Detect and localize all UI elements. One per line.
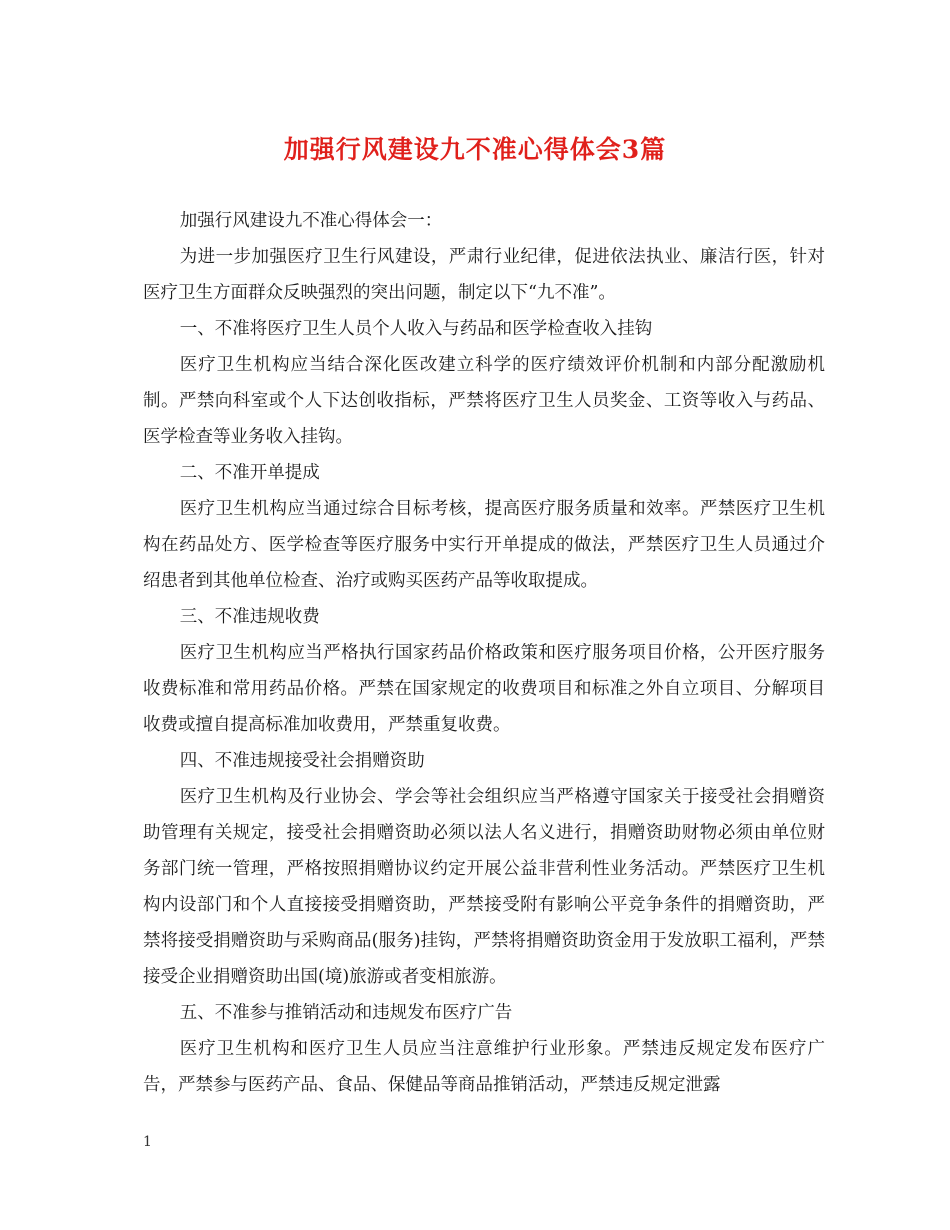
rule-heading-1: 一、不准将医疗卫生人员个人收入与药品和医学检查收入挂钩: [179, 319, 653, 339]
rule-body-3: 医疗卫生机构应当严格执行国家药品价格政策和医疗服务项目价格，公开医疗服务收费标准和常用药品价格。严禁在国家规定的收费项目和标准之外自立项目、分解项目收费或擅自提高标准加收费用，严禁重复收费。: [143, 643, 825, 735]
rule-heading-3: 三、不准违规收费: [179, 607, 320, 627]
intro-paragraph: 为进一步加强医疗卫生行风建设，严肃行业纪律，促进依法执业、廉洁行医，针对医疗卫生方面群众反映强烈的突出问题，制定以下“九不准”。: [143, 247, 825, 303]
document-title: 加强行风建设九不准心得体会3篇: [283, 135, 667, 164]
page-number: 1: [143, 1134, 152, 1150]
rule-heading-5: 五、不准参与推销活动和违规发布医疗广告: [179, 1003, 513, 1023]
rule-heading-4: 四、不准违规接受社会捐赠资助: [179, 751, 425, 771]
rule-body-2: 医疗卫生机构应当通过综合目标考核，提高医疗服务质量和效率。严禁医疗卫生机构在药品处方、医学检查等医疗服务中实行开单提成的做法，严禁医疗卫生人员通过介绍患者到其他单位检查、治疗或购买医药产品等收取提成。: [143, 499, 825, 591]
rule-body-4: 医疗卫生机构及行业协会、学会等社会组织应当严格遵守国家关于接受社会捐赠资助管理有关规定，接受社会捐赠资助必须以法人名义进行，捐赠资助财物必须由单位财务部门统一管理，严格按照捐赠协议约定开展公益非营利性业务活动。严禁医疗卫生机构内设部门和个人直接接受捐赠资助，严禁接受附有影响公平竞争条件的捐赠资助，严禁将接受捐赠资助与采购商品(服务)挂钩，严禁将捐赠资助资金用于发放职工福利，严禁接受企业捐赠资助出国(境)旅游或者变相旅游。: [143, 787, 825, 987]
rule-body-5: 医疗卫生机构和医疗卫生人员应当注意维护行业形象。严禁违反规定发布医疗广告，严禁参与医药产品、食品、保健品等商品推销活动，严禁违反规定泄露: [143, 1039, 825, 1095]
document-body: [143, 203, 825, 1103]
section-heading: 加强行风建设九不准心得体会一：: [179, 211, 443, 231]
rule-heading-2: 二、不准开单提成: [179, 463, 320, 483]
rule-body-1: 医疗卫生机构应当结合深化医改建立科学的医疗绩效评价机制和内部分配激励机制。严禁向科室或个人下达创收指标，严禁将医疗卫生人员奖金、工资等收入与药品、医学检查等业务收入挂钩。: [143, 355, 825, 447]
